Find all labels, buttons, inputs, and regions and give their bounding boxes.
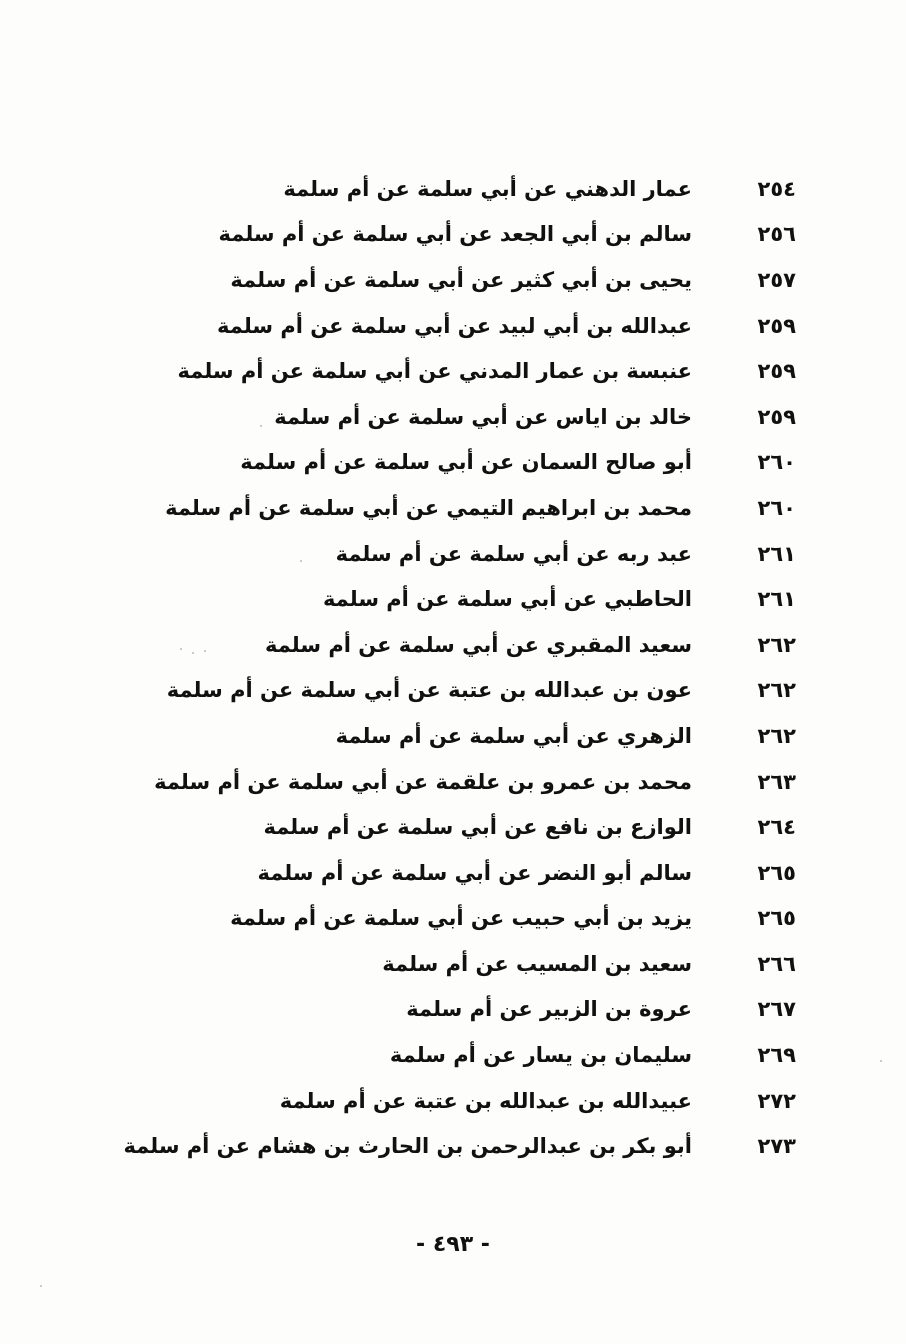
index-entry	[110, 759, 800, 805]
index-entry	[110, 303, 800, 349]
entry-page-number: ٢٦٠	[757, 495, 796, 520]
index-entry	[110, 440, 800, 486]
entry-narrator-chain: سليمان بن يسار عن أم سلمة	[389, 1043, 692, 1068]
index-entry	[110, 166, 800, 212]
index-entry	[110, 348, 800, 394]
entry-page-number: ٢٦١	[757, 541, 796, 566]
entry-narrator-chain: محمد بن ابراهيم التيمي عن أبي سلمة عن أم سلمة	[165, 495, 692, 520]
index-entry	[110, 212, 800, 258]
entry-narrator-chain: عون بن عبدالله بن عتبة عن أبي سلمة عن أم سلمة	[166, 678, 692, 703]
entry-page-number: ٢٦٩	[757, 1043, 796, 1068]
entry-page-number: ٢٥٧	[757, 267, 796, 292]
index-entry	[110, 850, 800, 896]
entry-narrator-chain: محمد بن عمرو بن علقمة عن أبي سلمة عن أم سلمة	[154, 769, 692, 794]
entry-page-number: ٢٥٩	[757, 404, 796, 429]
entry-page-number: ٢٦٣	[757, 769, 796, 794]
page-number-footer: - ٤٩٣ -	[416, 1232, 490, 1257]
entry-page-number: ٢٥٩	[757, 313, 796, 338]
entry-narrator-chain: عبيدالله بن عبدالله بن عتبة عن أم سلمة	[279, 1088, 692, 1113]
entry-narrator-chain: أبو بكر بن عبدالرحمن بن الحارث بن هشام عن أم سلمة	[123, 1134, 692, 1159]
entry-narrator-chain: سالم أبو النضر عن أبي سلمة عن أم سلمة	[257, 860, 692, 885]
entry-page-number: ٢٥٦	[757, 222, 796, 247]
entry-narrator-chain: سعيد بن المسيب عن أم سلمة	[382, 951, 692, 976]
entry-page-number: ٢٦٧	[757, 997, 796, 1022]
entry-narrator-chain: عمار الدهني عن أبي سلمة عن أم سلمة	[283, 176, 692, 201]
entry-page-number: ٢٦٢	[757, 632, 796, 657]
index-list	[110, 166, 800, 1169]
entry-narrator-chain: يزيد بن أبي حبيب عن أبي سلمة عن أم سلمة	[230, 906, 692, 931]
index-entry	[110, 987, 800, 1033]
entry-page-number: ٢٥٤	[757, 176, 796, 201]
entry-narrator-chain: خالد بن اياس عن أبي سلمة عن أم سلمة	[274, 404, 692, 429]
entry-narrator-chain: عبد ربه عن أبي سلمة عن أم سلمة	[335, 541, 692, 566]
entry-narrator-chain: الحاطبي عن أبي سلمة عن أم سلمة	[322, 587, 692, 612]
entry-page-number: ٢٦١	[757, 587, 796, 612]
entry-narrator-chain: يحيى بن أبي كثير عن أبي سلمة عن أم سلمة	[230, 267, 692, 292]
entry-page-number: ٢٦٥	[757, 906, 796, 931]
entry-narrator-chain: عبدالله بن أبي لبيد عن أبي سلمة عن أم سلمة	[217, 313, 692, 338]
entry-narrator-chain: عنبسة بن عمار المدني عن أبي سلمة عن أم سلمة	[177, 359, 692, 384]
entry-page-number: ٢٦٦	[757, 951, 796, 976]
index-entry	[110, 1123, 800, 1169]
entry-narrator-chain: سعيد المقبري عن أبي سلمة عن أم سلمة	[264, 632, 692, 657]
entry-narrator-chain: الوازع بن نافع عن أبي سلمة عن أم سلمة	[263, 815, 692, 840]
index-entry	[110, 896, 800, 942]
index-entry	[110, 485, 800, 531]
index-entry	[110, 941, 800, 987]
entry-page-number: ٢٦٢	[757, 723, 796, 748]
index-entry	[110, 804, 800, 850]
index-entry	[110, 713, 800, 759]
entry-narrator-chain: سالم بن أبي الجعد عن أبي سلمة عن أم سلمة	[218, 222, 692, 247]
entry-page-number: ٢٥٩	[757, 359, 796, 384]
index-entry	[110, 1078, 800, 1124]
index-entry	[110, 576, 800, 622]
entry-page-number: ٢٦٠	[757, 450, 796, 475]
index-entry	[110, 257, 800, 303]
entry-page-number: ٢٧٢	[757, 1088, 796, 1113]
index-entry	[110, 531, 800, 577]
entry-page-number: ٢٦٤	[757, 815, 796, 840]
index-entry	[110, 622, 800, 668]
entry-narrator-chain: أبو صالح السمان عن أبي سلمة عن أم سلمة	[240, 450, 692, 475]
entry-narrator-chain: عروة بن الزبير عن أم سلمة	[406, 997, 692, 1022]
entry-page-number: ٢٦٢	[757, 678, 796, 703]
entry-narrator-chain: الزهري عن أبي سلمة عن أم سلمة	[335, 723, 692, 748]
index-entry	[110, 1032, 800, 1078]
entry-page-number: ٢٦٥	[757, 860, 796, 885]
index-entry	[110, 668, 800, 714]
entry-page-number: ٢٧٣	[757, 1134, 796, 1159]
index-entry	[110, 394, 800, 440]
